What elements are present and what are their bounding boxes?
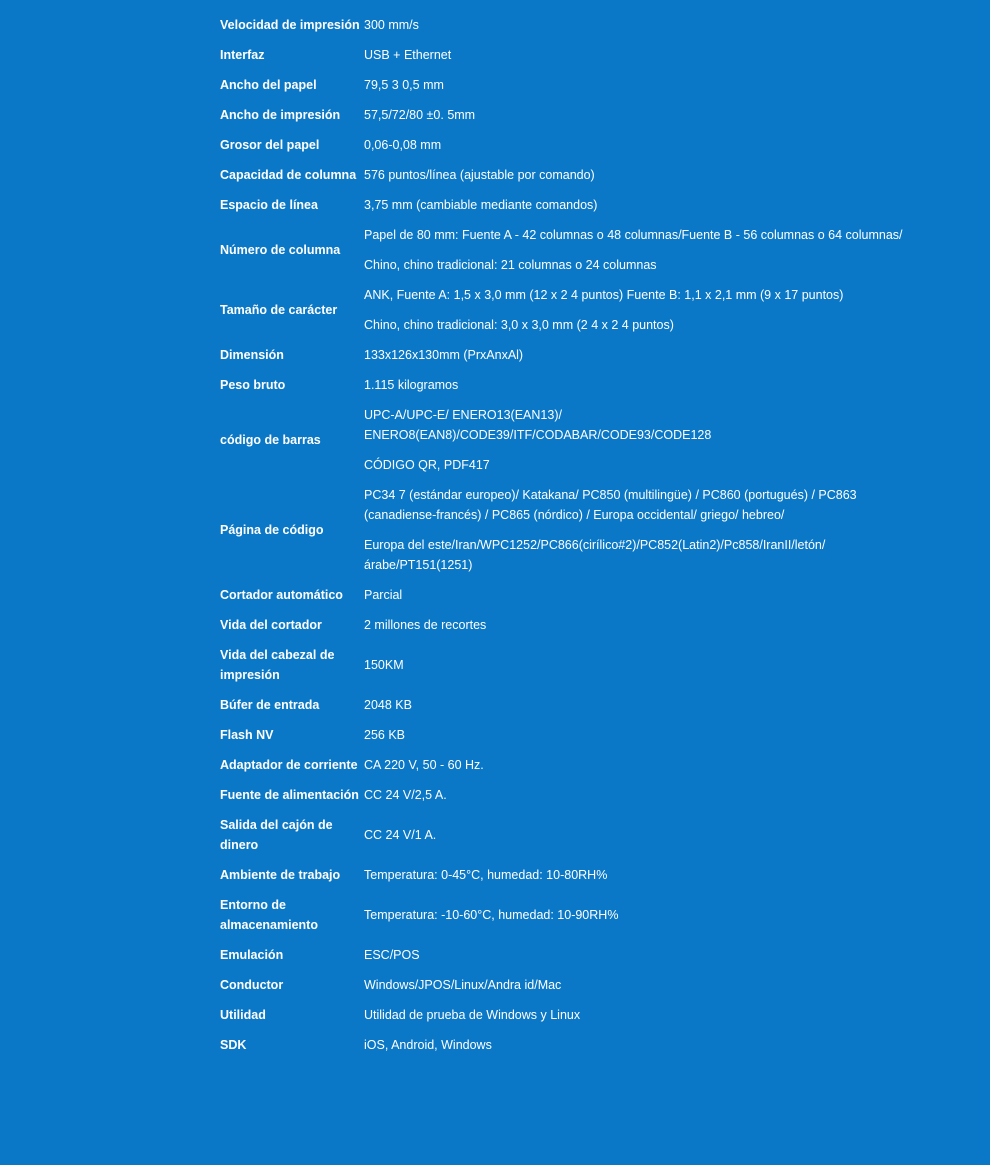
spec-label-cell [220,780,364,810]
spec-value: Utilidad de prueba de Windows y Linux [364,1008,581,1022]
spec-label: Página de código [220,523,324,537]
spec-label: Flash NV [220,728,274,742]
spec-label: Velocidad de impresión [220,18,360,32]
spec-label: Vida del cortador [220,618,322,632]
spec-row [220,690,910,720]
spec-label: Emulación [220,948,284,962]
spec-label-cell [220,940,364,970]
spec-label-cell [220,1030,364,1060]
spec-value-cell [364,940,910,970]
spec-label-cell [220,370,364,400]
spec-label-cell [220,970,364,1000]
spec-label-cell [220,10,364,40]
spec-value-cell [364,640,910,690]
spec-value-cell [364,370,910,400]
spec-value: 150KM [364,658,404,672]
spec-label: Número de columna [220,243,341,257]
spec-label-cell [220,400,364,480]
spec-value: 1.115 kilogramos [364,378,459,392]
spec-label-cell [220,100,364,130]
spec-row [220,640,910,690]
spec-value: 576 puntos/línea (ajustable por comando) [364,168,595,182]
spec-row [220,190,910,220]
spec-value: 3,75 mm (cambiable mediante comandos) [364,198,598,212]
spec-row [220,10,910,40]
spec-value: USB + Ethernet [364,48,452,62]
spec-row [220,890,910,940]
spec-label: Vida del cabezal de impresión [220,648,335,682]
spec-value-cell [364,220,910,280]
spec-row [220,340,910,370]
spec-value-cell [364,610,910,640]
spec-label-cell [220,720,364,750]
spec-label: Fuente de alimentación [220,788,359,802]
spec-value: Papel de 80 mm: Fuente A - 42 columnas o 48 columnas/Fuente B - 56 columnas o 64 columnas/ [364,228,903,242]
spec-value-cell [364,1030,910,1060]
spec-value-cell [364,860,910,890]
spec-value-cell [364,720,910,750]
spec-row [220,130,910,160]
spec-value-cell [364,70,910,100]
spec-row [220,580,910,610]
spec-row [220,610,910,640]
spec-value: Chino, chino tradicional: 3,0 x 3,0 mm (2 4 x 2 4 puntos) [364,318,674,332]
spec-value: Parcial [364,588,403,602]
spec-value-cell [364,970,910,1000]
spec-value-cell [364,10,910,40]
spec-value-cell [364,190,910,220]
spec-value-cell [364,690,910,720]
spec-value: 0,06-0,08 mm [364,138,442,152]
spec-value-cell [364,280,910,340]
spec-row [220,780,910,810]
spec-label-cell [220,480,364,580]
spec-label-cell [220,220,364,280]
spec-value: CA 220 V, 50 - 60 Hz. [364,758,484,772]
spec-row [220,1030,910,1060]
spec-value: 256 KB [364,728,406,742]
spec-label: SDK [220,1038,247,1052]
spec-label: Conductor [220,978,284,992]
spec-value-cell [364,890,910,940]
spec-value-cell [364,810,910,860]
spec-label: Salida del cajón de dinero [220,818,333,852]
spec-row [220,480,910,580]
spec-value: 2 millones de recortes [364,618,487,632]
spec-row [220,160,910,190]
spec-value: CC 24 V/1 A. [364,828,437,842]
spec-value: 133x126x130mm (PrxAnxAl) [364,348,524,362]
spec-row [220,940,910,970]
spec-row [220,70,910,100]
specifications-body [220,10,910,1060]
spec-value: 300 mm/s [364,18,419,32]
spec-label-cell [220,810,364,860]
spec-row [220,720,910,750]
spec-label-cell [220,280,364,340]
spec-row [220,100,910,130]
spec-label-cell [220,640,364,690]
spec-value: Europa del este/Iran/WPC1252/PC866(cirílico#2)/PC852(Latin2)/Pc858/IranII/letón/ árabe/PT151(1251) [364,538,826,572]
spec-value: ANK, Fuente A: 1,5 x 3,0 mm (12 x 2 4 puntos) Fuente B: 1,1 x 2,1 mm (9 x 17 puntos) [364,288,844,302]
spec-value-cell [364,160,910,190]
spec-label: Tamaño de carácter [220,303,338,317]
spec-row [220,280,910,340]
spec-value-cell [364,100,910,130]
spec-label: Utilidad [220,1008,266,1022]
spec-value: Chino, chino tradicional: 21 columnas o 24 columnas [364,258,657,272]
spec-label-cell [220,690,364,720]
spec-value: CC 24 V/2,5 A. [364,788,447,802]
spec-label: Ancho de impresión [220,108,341,122]
spec-value-cell [364,130,910,160]
spec-label: Espacio de línea [220,198,318,212]
spec-label-cell [220,610,364,640]
spec-label: Entorno de almacenamiento [220,898,318,932]
spec-label-cell [220,1000,364,1030]
spec-label-cell [220,190,364,220]
spec-label-cell [220,890,364,940]
spec-row [220,1000,910,1030]
spec-value-cell [364,1000,910,1030]
spec-label: Peso bruto [220,378,286,392]
spec-value: Temperatura: -10-60°C, humedad: 10-90RH% [364,908,619,922]
spec-label-cell [220,40,364,70]
spec-value: 57,5/72/80 ±0. 5mm [364,108,476,122]
spec-label-cell [220,580,364,610]
spec-row [220,750,910,780]
spec-label-cell [220,860,364,890]
spec-row [220,370,910,400]
spec-value-cell [364,750,910,780]
spec-value-cell [364,780,910,810]
specifications-table [220,10,910,1060]
spec-value: CÓDIGO QR, PDF417 [364,458,490,472]
spec-value: ESC/POS [364,948,420,962]
spec-label-cell [220,750,364,780]
spec-value: Temperatura: 0-45°C, humedad: 10-80RH% [364,868,608,882]
spec-label-cell [220,70,364,100]
spec-row [220,860,910,890]
spec-value: Windows/JPOS/Linux/Andra id/Mac [364,978,562,992]
spec-value: UPC-A/UPC-E/ ENERO13(EAN13)/ ENERO8(EAN8)/CODE39/ITF/CODABAR/CODE93/CODE128 [364,408,712,442]
spec-value-cell [364,40,910,70]
spec-label: Búfer de entrada [220,698,320,712]
spec-label: Ambiente de trabajo [220,868,341,882]
spec-row [220,40,910,70]
spec-label: Cortador automático [220,588,343,602]
spec-row [220,400,910,480]
spec-value: 79,5 3 0,5 mm [364,78,444,92]
spec-label-cell [220,130,364,160]
spec-value: PC34 7 (estándar europeo)/ Katakana/ PC850 (multilingüe) / PC860 (portugués) / PC863 (canadiense-francés) / PC865 (nórdico) / Europa occidental/ griego/ hebreo/ [364,488,857,522]
spec-label: Grosor del papel [220,138,320,152]
spec-row [220,220,910,280]
spec-value-cell [364,340,910,370]
spec-label: Interfaz [220,48,265,62]
spec-label: Adaptador de corriente [220,758,358,772]
spec-label: Dimensión [220,348,284,362]
spec-value-cell [364,580,910,610]
spec-value-cell [364,480,910,580]
spec-row [220,970,910,1000]
spec-value: iOS, Android, Windows [364,1038,492,1052]
spec-row [220,810,910,860]
spec-label: Ancho del papel [220,78,317,92]
spec-label: código de barras [220,433,321,447]
spec-label-cell [220,160,364,190]
spec-value-cell [364,400,910,480]
spec-label-cell [220,340,364,370]
spec-label: Capacidad de columna [220,168,357,182]
spec-value: 2048 KB [364,698,412,712]
